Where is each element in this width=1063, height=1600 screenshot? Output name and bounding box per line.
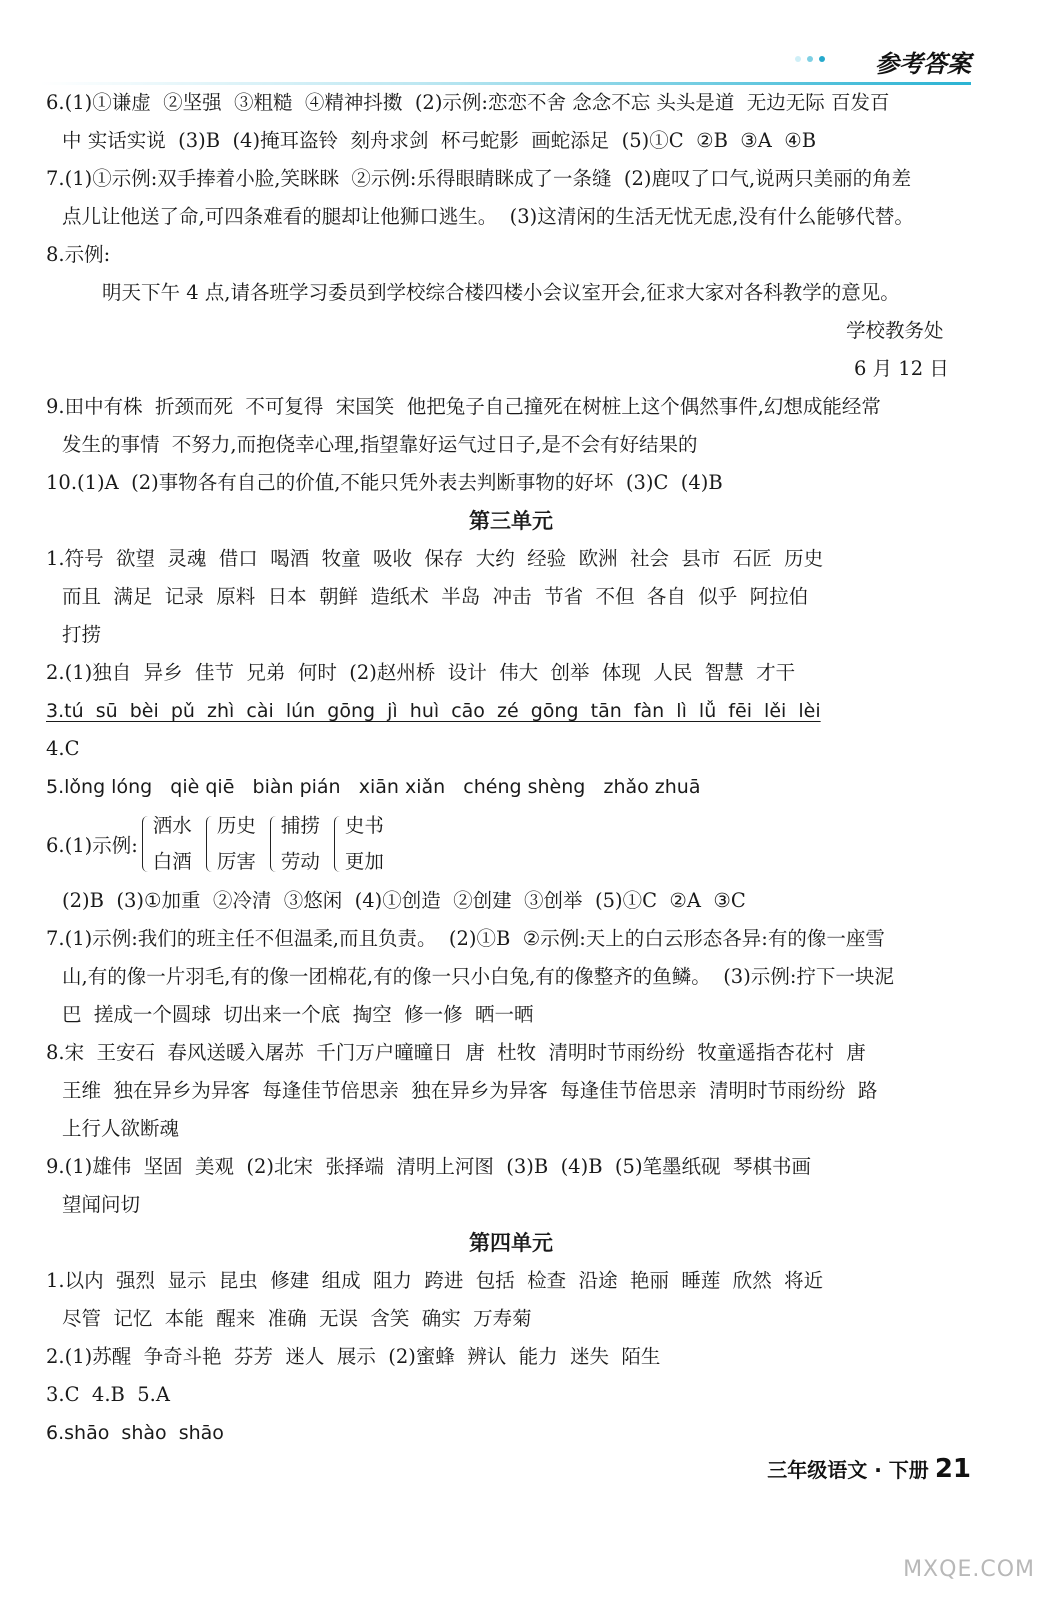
word: 厉害	[216, 850, 256, 873]
answer-line: 8.示例:	[46, 243, 111, 266]
answer-line: 上行人欲断魂	[62, 1117, 180, 1140]
word: 史书	[344, 814, 384, 837]
brace-icon	[270, 816, 279, 872]
answer-line: (2)B (3)①加重 ②冷清 ③悠闲 (4)①创造 ②创建 ③创举 (5)①C ②A ③C	[62, 889, 746, 912]
header-dot	[795, 56, 801, 62]
word-group	[270, 808, 320, 880]
header-dots	[795, 56, 825, 62]
answer-line: 点儿让他送了命,可四条难看的腿却让他狮口逃生。 (3)这清闲的生活无忧无虑,没有什么能够代替。	[62, 205, 914, 228]
answer-line: 2.(1)苏醒 争奇斗艳 芬芳 迷人 展示 (2)蜜蜂 辨认 能力 迷失 陌生	[46, 1345, 661, 1368]
header-title: 参考答案	[875, 50, 971, 78]
brace-icon	[206, 816, 215, 872]
word: 历史	[216, 814, 256, 837]
answer-line: 王维 独在异乡为异客 每逢佳节倍思亲 独在异乡为异客 每逢佳节倍思亲 清明时节雨纷纷 路	[62, 1079, 878, 1102]
answer-line: 中 实话实说 (3)B (4)掩耳盗铃 刻舟求剑 杯弓蛇影 画蛇添足 (5)①C ②B ③A ④B	[62, 129, 817, 152]
answer-line: 6.(1)①谦虚 ②坚强 ③粗糙 ④精神抖擞 (2)示例:恋恋不舍 念念不忘 头头是道 无边无际 百发百	[46, 91, 890, 114]
answer-line: 9.(1)雄伟 坚固 美观 (2)北宋 张择端 清明上河图 (3)B (4)B (5)笔墨纸砚 琴棋书画	[46, 1155, 811, 1178]
word: 劳动	[280, 850, 320, 873]
word: 白酒	[152, 850, 192, 873]
pinyin-line: 5.lǒng lóng qiè qiē biàn pián xiān xiǎn chéng shèng zhǎo zhuā	[46, 776, 701, 798]
header-dot	[807, 56, 813, 62]
watermark: MXQE.COM	[903, 1557, 1035, 1582]
notice-date: 6 月 12 日	[854, 357, 949, 380]
answer-line: 发生的事情 不努力,而抱侥幸心理,指望靠好运气过日子,是不会有好结果的	[62, 433, 698, 456]
answer-line: 尽管 记忆 本能 醒来 准确 无误 含笑 确实 万寿菊	[62, 1307, 532, 1330]
notice-body: 明天下午 4 点,请各班学习委员到学校综合楼四楼小会议室开会,征求大家对各科教学的意见。	[102, 281, 900, 304]
header-dot	[819, 56, 825, 62]
word-group	[334, 808, 384, 880]
brace-icon	[334, 816, 343, 872]
pinyin-line: 6.shāo shào shāo	[46, 1422, 224, 1444]
answer-line: 9.田中有株 折颈而死 不可复得 宋国笑 他把兔子自己撞死在树桩上这个偶然事件,幻想成能经常	[46, 395, 881, 418]
answer-line: 巴 搓成一个圆球 切出来一个底 掏空 修一修 晒一晒	[62, 1003, 534, 1026]
pinyin-line: 3.tú sū bèi pǔ zhì cài lún gōng jì huì cāo zé gōng tān fàn lì lǚ fēi lěi lèi	[46, 700, 821, 722]
answer-line: 8.宋 王安石 春风送暖入屠苏 千门万户曈曈日 唐 杜牧 清明时节雨纷纷 牧童遥指杏花村 唐	[46, 1041, 866, 1064]
answer-line: 而且 满足 记录 原料 日本 朝鲜 造纸术 半岛 冲击 节省 不但 各自 似乎 阿拉伯	[62, 585, 809, 608]
page-footer	[767, 1454, 971, 1484]
section-title-unit-3: 第三单元	[469, 509, 553, 533]
page-number: 21	[934, 1454, 971, 1484]
answer-content	[46, 84, 976, 1452]
answer-line: 1.以内 强烈 显示 昆虫 修建 组成 阻力 跨进 包括 检查 沿途 艳丽 睡莲 欣然 将近	[46, 1269, 824, 1292]
answer-line: 10.(1)A (2)事物各有自己的价值,不能只凭外表去判断事物的好坏 (3)C (4)B	[46, 471, 723, 494]
answer-line: 望闻问切	[62, 1193, 141, 1216]
answer-line: 1.符号 欲望 灵魂 借口 喝酒 牧童 吸收 保存 大约 经验 欧洲 社会 县市 石匠 历史	[46, 547, 824, 570]
word: 洒水	[152, 814, 192, 837]
word-group	[206, 808, 256, 880]
section-title-unit-4: 第四单元	[469, 1231, 553, 1255]
answer-line: 4.C	[46, 737, 80, 760]
answer-line: 2.(1)独自 异乡 佳节 兄弟 何时 (2)赵州桥 设计 伟大 创举 体现 人民 智慧 才干	[46, 661, 796, 684]
footer-label: 三年级语文 · 下册	[767, 1458, 929, 1482]
word: 更加	[344, 850, 384, 873]
brace-icon	[142, 816, 151, 872]
word: 捕捞	[280, 814, 320, 837]
q6-label: 6.(1)示例:	[46, 834, 138, 857]
answer-line: 打捞	[62, 623, 102, 646]
answer-line: 3.C 4.B 5.A	[46, 1383, 170, 1406]
word-group	[142, 808, 192, 880]
notice-signature: 学校教务处	[846, 319, 944, 342]
answer-line: 7.(1)①示例:双手捧着小脸,笑眯眯 ②示例:乐得眼睛眯成了一条缝 (2)鹿叹了口气,说两只美丽的角差	[46, 167, 912, 190]
q6-word-groups	[46, 806, 976, 882]
answer-line: 山,有的像一片羽毛,有的像一团棉花,有的像一只小白兔,有的像整齐的鱼鳞。 (3)示例:拧下一块泥	[62, 965, 894, 988]
answer-line: 7.(1)示例:我们的班主任不但温柔,而且负责。 (2)①B ②示例:天上的白云形态各异:有的像一座雪	[46, 927, 885, 950]
